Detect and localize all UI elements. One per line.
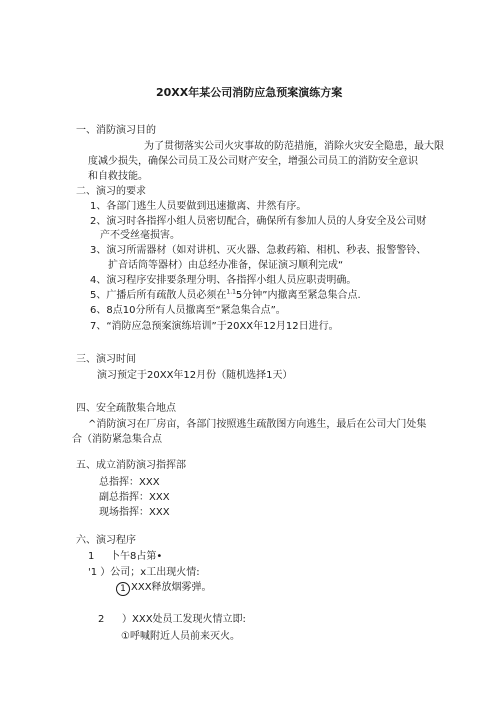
section-1-line-2: 度减少损失，确保公司员工及公司财产安全，增强公司员工的消防安全意识 [88,156,418,167]
step-2-number: 2 [98,614,105,625]
requirement-1: 1、各部门逃生人员要做到迅速撤离、井然有序。 [90,201,307,212]
section-1-heading: 一、消防演习目的 [76,125,156,136]
circled-number-1: 1 [116,582,130,596]
requirement-5-text-a: 5、广播后所有疏散人员必须在 [90,290,227,301]
step-1-number: 1 [88,551,95,562]
requirement-5-text-b: 5分钟”内撤离至紧急集合点. [235,290,361,301]
commander-deputy: 副总指挥：XXX [99,492,170,503]
requirement-4: 4、演习程序安排要条理分明、各指挥小组人员应职责明确。 [90,275,357,286]
step-1-item [116,581,212,596]
section-6-heading: 六、演习程序 [76,535,136,546]
section-1-line-1: 为了贯彻落实公司火灾事故的防范措施，消除火灾安全隐患，最大限 [144,141,444,152]
step-2-item: ①呼喊附近人员前来灭火。 [121,631,240,642]
requirement-2-line-1: 2、演习时各指挥小组人员密切配合，确保所有参加人员的人身安全及公司财 [90,216,427,227]
requirement-3-line-1: 3、演习所需器材（如对讲机、灭火器、急救药箱、相机、秒表、报警警铃、 [90,245,427,256]
step-2-text: ）XXX处员工发现火情立即: [122,614,246,625]
requirement-3-line-2: 扩音话筒等器材）由总经办准备，保证演习顺利完成“ [108,260,344,271]
commander-onsite: 现场指挥：XXX [99,507,170,518]
section-5-heading: 五、成立消防演习指挥部 [76,460,186,471]
requirement-2-line-2: 产不受丝毫损害。 [100,230,180,241]
assembly-line-1: ^消防演习在厂房亩，各部门按照逃生疏散图方向逃生，最后在公司大门处集 [88,419,427,430]
section-3-heading: 三、演习时间 [76,354,136,365]
assembly-line-2: 合（消防紧急集合点 [72,434,162,445]
page-title: 20XX年某公司消防应急预案演练方案 [156,86,343,99]
step-1-sub: '1 ）公司；x工出现火情: [88,567,200,578]
section-1-line-3: 和自救技能。 [88,171,148,182]
requirement-7: 7、“消防应急预案演练培训”于20XX年12月12日进行。 [90,321,339,332]
requirement-5 [90,289,361,303]
drill-time-text: 演习预定于20XX年12月份（随机选择1天） [97,370,293,381]
step-1-text: 卜午8占第• [110,551,163,562]
step-1-item-text: XXX释放烟雾弹。 [131,582,212,593]
section-4-heading: 四、安全疏散集合地点 [76,403,176,414]
requirement-5-superscript: 1.1 [226,288,236,296]
requirement-6: 6、8点10分所有人员撤离至“紧急集合点”。 [90,305,286,316]
section-2-heading: 二、演习的要求 [76,186,146,197]
commander-chief: 总指挥：XXX [99,477,160,488]
